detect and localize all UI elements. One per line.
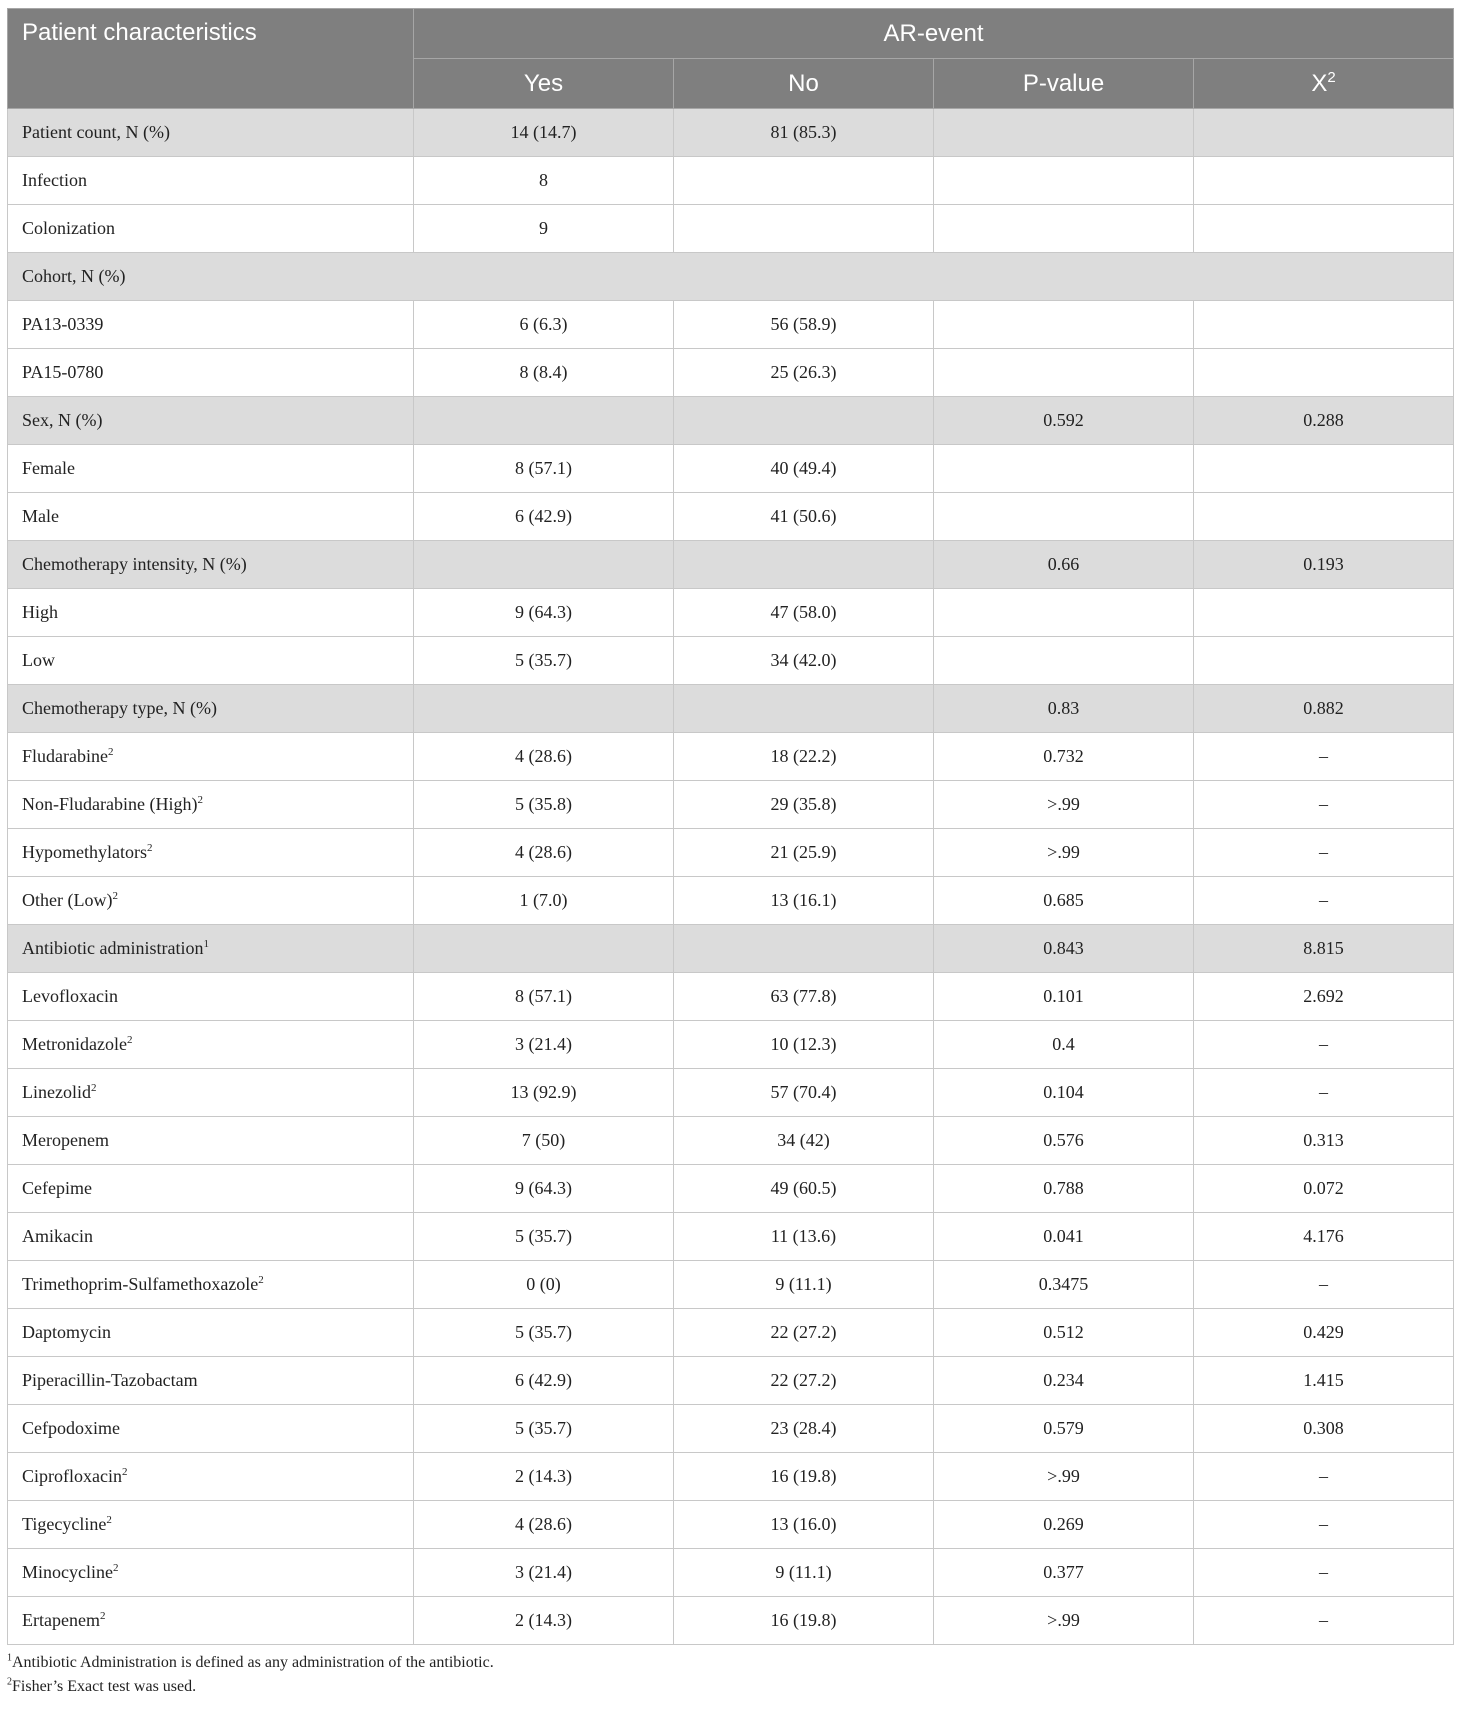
- row-label-cell: [8, 829, 414, 877]
- no-cell: 23 (28.4): [674, 1405, 934, 1453]
- footnote-marker: 1: [203, 938, 209, 950]
- yes-cell: 4 (28.6): [414, 733, 674, 781]
- chi-square-cell: [1194, 493, 1454, 541]
- p-value-cell: [934, 205, 1194, 253]
- row-label-cell: [8, 109, 414, 157]
- row-label: Sex, N (%): [22, 410, 103, 430]
- chi-square-cell: [1194, 301, 1454, 349]
- table-group-row: [8, 925, 1454, 973]
- p-value-cell: [934, 301, 1194, 349]
- row-label: Cefepime: [22, 1178, 92, 1198]
- yes-cell: 9 (64.3): [414, 1165, 674, 1213]
- footnote-mark: 2: [7, 1676, 12, 1688]
- row-label: Cohort, N (%): [22, 266, 126, 286]
- yes-cell: 7 (50): [414, 1117, 674, 1165]
- row-label-cell: [8, 685, 414, 733]
- p-value-cell: 0.685: [934, 877, 1194, 925]
- row-label-cell: [8, 781, 414, 829]
- table-row: [8, 205, 1454, 253]
- row-label: Daptomycin: [22, 1322, 111, 1342]
- row-label-cell: [8, 877, 414, 925]
- p-value-cell: 0.269: [934, 1501, 1194, 1549]
- footnote-marker: 2: [121, 1466, 128, 1478]
- footnote-1: [7, 1651, 1453, 1675]
- chi-square-cell: [1194, 589, 1454, 637]
- row-label-cell: [8, 157, 414, 205]
- row-label-cell: [8, 637, 414, 685]
- yes-cell: 14 (14.7): [414, 109, 674, 157]
- row-label: Hypomethylators: [22, 842, 147, 862]
- p-value-cell: 0.843: [934, 925, 1194, 973]
- no-cell: 22 (27.2): [674, 1357, 934, 1405]
- p-value-cell: 0.4: [934, 1021, 1194, 1069]
- row-label: Other (Low): [22, 890, 113, 910]
- row-label-cell: [8, 1069, 414, 1117]
- table-row: [8, 1405, 1454, 1453]
- table-row: [8, 1309, 1454, 1357]
- yes-cell: 2 (14.3): [414, 1453, 674, 1501]
- chi-square-cell: 4.176: [1194, 1213, 1454, 1261]
- no-cell: 34 (42.0): [674, 637, 934, 685]
- row-label: Colonization: [22, 218, 115, 238]
- header-no: No: [674, 59, 934, 109]
- row-label: Low: [22, 650, 55, 670]
- p-value-cell: [934, 157, 1194, 205]
- row-label: Ciprofloxacin: [22, 1466, 122, 1486]
- table-row: [8, 1501, 1454, 1549]
- chi-square-cell: 0.429: [1194, 1309, 1454, 1357]
- row-label: Female: [22, 458, 75, 478]
- chi-square-cell: 0.288: [1194, 397, 1454, 445]
- no-cell: 40 (49.4): [674, 445, 934, 493]
- p-value-cell: >.99: [934, 829, 1194, 877]
- table-row: [8, 493, 1454, 541]
- patient-characteristics-table: [7, 8, 1454, 1645]
- chi-square-cell: 0.193: [1194, 541, 1454, 589]
- footnote-marker: 2: [112, 1562, 119, 1574]
- table-row: [8, 1213, 1454, 1261]
- footnote-text: Fisher’s Exact test was used.: [12, 1678, 197, 1695]
- yes-cell: 8 (57.1): [414, 445, 674, 493]
- footnote-text: Antibiotic Administration is defined as any administration of the antibiotic.: [12, 1654, 494, 1671]
- yes-cell: [414, 685, 674, 733]
- chi-square-cell: [1194, 349, 1454, 397]
- no-cell: 29 (35.8): [674, 781, 934, 829]
- row-label: Tigecycline: [22, 1514, 107, 1534]
- footnote-marker: 2: [197, 794, 203, 806]
- yes-cell: 6 (42.9): [414, 1357, 674, 1405]
- no-cell: 9 (11.1): [674, 1549, 934, 1597]
- no-cell: 21 (25.9): [674, 829, 934, 877]
- chi-square-cell: 0.882: [1194, 685, 1454, 733]
- chi-square-cell: [1194, 205, 1454, 253]
- no-cell: 16 (19.8): [674, 1453, 934, 1501]
- row-label-cell: [8, 1549, 414, 1597]
- yes-cell: [414, 925, 674, 973]
- footnote-marker: 2: [106, 1514, 112, 1526]
- chi-square-cell: [1194, 637, 1454, 685]
- no-cell: 56 (58.9): [674, 301, 934, 349]
- yes-cell: 5 (35.7): [414, 637, 674, 685]
- table-header: [8, 9, 1454, 109]
- yes-cell: 9 (64.3): [414, 589, 674, 637]
- p-value-cell: 0.788: [934, 1165, 1194, 1213]
- row-label: Fludarabine: [22, 746, 108, 766]
- row-label: Male: [22, 506, 59, 526]
- chi-square-cell: 2.692: [1194, 973, 1454, 1021]
- p-value-cell: 0.512: [934, 1309, 1194, 1357]
- yes-cell: 6 (42.9): [414, 493, 674, 541]
- header-chi-square: [1194, 59, 1454, 109]
- yes-cell: [414, 541, 674, 589]
- yes-cell: 6 (6.3): [414, 301, 674, 349]
- row-label: Ertapenem: [22, 1610, 100, 1630]
- yes-cell: 4 (28.6): [414, 829, 674, 877]
- table-row: [8, 1549, 1454, 1597]
- row-label: Meropenem: [22, 1130, 109, 1150]
- p-value-cell: 0.104: [934, 1069, 1194, 1117]
- chi-square-cell: [1194, 157, 1454, 205]
- chi-square-cell: –: [1194, 1501, 1454, 1549]
- row-label: Infection: [22, 170, 87, 190]
- p-value-cell: 0.83: [934, 685, 1194, 733]
- row-label-cell: [8, 589, 414, 637]
- chi-square-cell: [1194, 109, 1454, 157]
- yes-cell: 5 (35.7): [414, 1213, 674, 1261]
- no-cell: [674, 205, 934, 253]
- table-row: [8, 1261, 1454, 1309]
- yes-cell: 9: [414, 205, 674, 253]
- chi-square-cell: –: [1194, 877, 1454, 925]
- row-label-cell: [8, 1117, 414, 1165]
- chi-square-cell: 0.308: [1194, 1405, 1454, 1453]
- footnote-marker: 2: [90, 1082, 97, 1094]
- chi-square-cell: –: [1194, 1021, 1454, 1069]
- yes-cell: 5 (35.7): [414, 1405, 674, 1453]
- p-value-cell: 0.579: [934, 1405, 1194, 1453]
- row-label: Piperacillin-Tazobactam: [22, 1370, 198, 1390]
- chi-square-cell: –: [1194, 1069, 1454, 1117]
- chi-square-cell: 8.815: [1194, 925, 1454, 973]
- footnote-marker: 2: [126, 1034, 133, 1046]
- no-cell: 47 (58.0): [674, 589, 934, 637]
- header-p-value: P-value: [934, 59, 1194, 109]
- no-cell: 11 (13.6): [674, 1213, 934, 1261]
- yes-cell: 8: [414, 157, 674, 205]
- chi-square-cell: –: [1194, 733, 1454, 781]
- row-label: Minocycline: [22, 1562, 113, 1582]
- row-label-cell: [8, 925, 414, 973]
- footnote-marker: 2: [107, 746, 114, 758]
- header-yes: Yes: [414, 59, 674, 109]
- no-cell: [674, 157, 934, 205]
- table-row: [8, 637, 1454, 685]
- no-cell: 57 (70.4): [674, 1069, 934, 1117]
- yes-cell: 3 (21.4): [414, 1549, 674, 1597]
- p-value-cell: 0.041: [934, 1213, 1194, 1261]
- row-label: Linezolid: [22, 1082, 91, 1102]
- chi-square-cell: 0.072: [1194, 1165, 1454, 1213]
- yes-cell: 8 (8.4): [414, 349, 674, 397]
- table-row: [8, 1165, 1454, 1213]
- p-value-cell: 0.377: [934, 1549, 1194, 1597]
- no-cell: 16 (19.8): [674, 1597, 934, 1645]
- chi-square-cell: –: [1194, 1453, 1454, 1501]
- footnote-2: [7, 1675, 1453, 1699]
- table-row: [8, 973, 1454, 1021]
- table-row: [8, 157, 1454, 205]
- chi-square-cell: 0.313: [1194, 1117, 1454, 1165]
- row-label-cell: [8, 1405, 414, 1453]
- no-cell: [674, 397, 934, 445]
- no-cell: 9 (11.1): [674, 1261, 934, 1309]
- p-value-cell: 0.592: [934, 397, 1194, 445]
- row-label-cell: [8, 397, 414, 445]
- p-value-cell: [934, 637, 1194, 685]
- yes-cell: 4 (28.6): [414, 1501, 674, 1549]
- row-label-cell: [8, 253, 1454, 301]
- row-label: PA15-0780: [22, 362, 104, 382]
- table-group-row: [8, 541, 1454, 589]
- table-row: [8, 1117, 1454, 1165]
- no-cell: 49 (60.5): [674, 1165, 934, 1213]
- row-label: High: [22, 602, 58, 622]
- yes-cell: 3 (21.4): [414, 1021, 674, 1069]
- row-label: Non-Fludarabine (High): [22, 794, 198, 814]
- no-cell: 25 (26.3): [674, 349, 934, 397]
- row-label-cell: [8, 349, 414, 397]
- table-row: [8, 1357, 1454, 1405]
- chi-square-cell: –: [1194, 1549, 1454, 1597]
- row-label-cell: [8, 973, 414, 1021]
- table-row: [8, 781, 1454, 829]
- p-value-cell: [934, 493, 1194, 541]
- row-label: Metronidazole: [22, 1034, 127, 1054]
- footnote-marker: 2: [258, 1274, 264, 1286]
- row-label-cell: [8, 1213, 414, 1261]
- table-group-row: [8, 685, 1454, 733]
- p-value-cell: 0.3475: [934, 1261, 1194, 1309]
- p-value-cell: 0.101: [934, 973, 1194, 1021]
- chi-square-cell: [1194, 445, 1454, 493]
- table-row: [8, 589, 1454, 637]
- no-cell: 13 (16.1): [674, 877, 934, 925]
- table-row: [8, 349, 1454, 397]
- table-row: [8, 1597, 1454, 1645]
- row-label-cell: [8, 1453, 414, 1501]
- row-label: Patient count, N (%): [22, 122, 170, 142]
- table-group-row: [8, 253, 1454, 301]
- row-label-cell: [8, 1597, 414, 1645]
- row-label: Cefpodoxime: [22, 1418, 120, 1438]
- p-value-cell: [934, 349, 1194, 397]
- chi-square-cell: –: [1194, 781, 1454, 829]
- table-row: [8, 1453, 1454, 1501]
- row-label: Antibiotic administration: [22, 938, 204, 958]
- row-label-cell: [8, 301, 414, 349]
- no-cell: 10 (12.3): [674, 1021, 934, 1069]
- table-row: [8, 1021, 1454, 1069]
- table-row: [8, 445, 1454, 493]
- yes-cell: 2 (14.3): [414, 1597, 674, 1645]
- yes-cell: 0 (0): [414, 1261, 674, 1309]
- header-ar-event: AR-event: [414, 9, 1454, 59]
- yes-cell: 5 (35.8): [414, 781, 674, 829]
- table-group-row: [8, 109, 1454, 157]
- yes-cell: 1 (7.0): [414, 877, 674, 925]
- no-cell: 22 (27.2): [674, 1309, 934, 1357]
- no-cell: 63 (77.8): [674, 973, 934, 1021]
- header-patient-characteristics: Patient characteristics: [8, 9, 414, 109]
- chi-superscript: 2: [1327, 68, 1336, 86]
- no-cell: 81 (85.3): [674, 109, 934, 157]
- table-row: [8, 301, 1454, 349]
- row-label: Levofloxacin: [22, 986, 118, 1006]
- chi-square-cell: –: [1194, 1597, 1454, 1645]
- row-label-cell: [8, 1165, 414, 1213]
- yes-cell: 8 (57.1): [414, 973, 674, 1021]
- row-label: Amikacin: [22, 1226, 93, 1246]
- footnotes: [7, 1651, 1453, 1699]
- no-cell: 13 (16.0): [674, 1501, 934, 1549]
- row-label: Trimethoprim-Sulfamethoxazole: [22, 1274, 259, 1294]
- footnote-mark: 1: [7, 1652, 12, 1664]
- no-cell: 18 (22.2): [674, 733, 934, 781]
- row-label-cell: [8, 493, 414, 541]
- chi-square-cell: –: [1194, 1261, 1454, 1309]
- row-label: Chemotherapy type, N (%): [22, 698, 217, 718]
- table-row: [8, 1069, 1454, 1117]
- p-value-cell: >.99: [934, 1453, 1194, 1501]
- p-value-cell: [934, 445, 1194, 493]
- row-label-cell: [8, 733, 414, 781]
- p-value-cell: 0.576: [934, 1117, 1194, 1165]
- table-group-row: [8, 397, 1454, 445]
- row-label-cell: [8, 445, 414, 493]
- chi-square-cell: 1.415: [1194, 1357, 1454, 1405]
- p-value-cell: 0.732: [934, 733, 1194, 781]
- chi-base: X: [1311, 69, 1328, 97]
- row-label-cell: [8, 1357, 414, 1405]
- row-label-cell: [8, 541, 414, 589]
- footnote-marker: 2: [112, 890, 118, 902]
- row-label-cell: [8, 1261, 414, 1309]
- p-value-cell: [934, 109, 1194, 157]
- p-value-cell: [934, 589, 1194, 637]
- table-container: [7, 8, 1453, 1699]
- no-cell: [674, 541, 934, 589]
- yes-cell: 5 (35.7): [414, 1309, 674, 1357]
- table-row: [8, 733, 1454, 781]
- p-value-cell: >.99: [934, 1597, 1194, 1645]
- row-label-cell: [8, 1309, 414, 1357]
- p-value-cell: 0.234: [934, 1357, 1194, 1405]
- yes-cell: [414, 397, 674, 445]
- no-cell: 41 (50.6): [674, 493, 934, 541]
- footnote-marker: 2: [146, 842, 153, 854]
- row-label-cell: [8, 1021, 414, 1069]
- no-cell: [674, 685, 934, 733]
- row-label-cell: [8, 1501, 414, 1549]
- table-row: [8, 829, 1454, 877]
- p-value-cell: >.99: [934, 781, 1194, 829]
- no-cell: 34 (42): [674, 1117, 934, 1165]
- footnote-marker: 2: [99, 1610, 106, 1622]
- table-body: [8, 109, 1454, 1645]
- row-label: Chemotherapy intensity, N (%): [22, 554, 247, 574]
- p-value-cell: 0.66: [934, 541, 1194, 589]
- no-cell: [674, 925, 934, 973]
- chi-square-cell: –: [1194, 829, 1454, 877]
- row-label-cell: [8, 205, 414, 253]
- row-label: PA13-0339: [22, 314, 104, 334]
- yes-cell: 13 (92.9): [414, 1069, 674, 1117]
- table-row: [8, 877, 1454, 925]
